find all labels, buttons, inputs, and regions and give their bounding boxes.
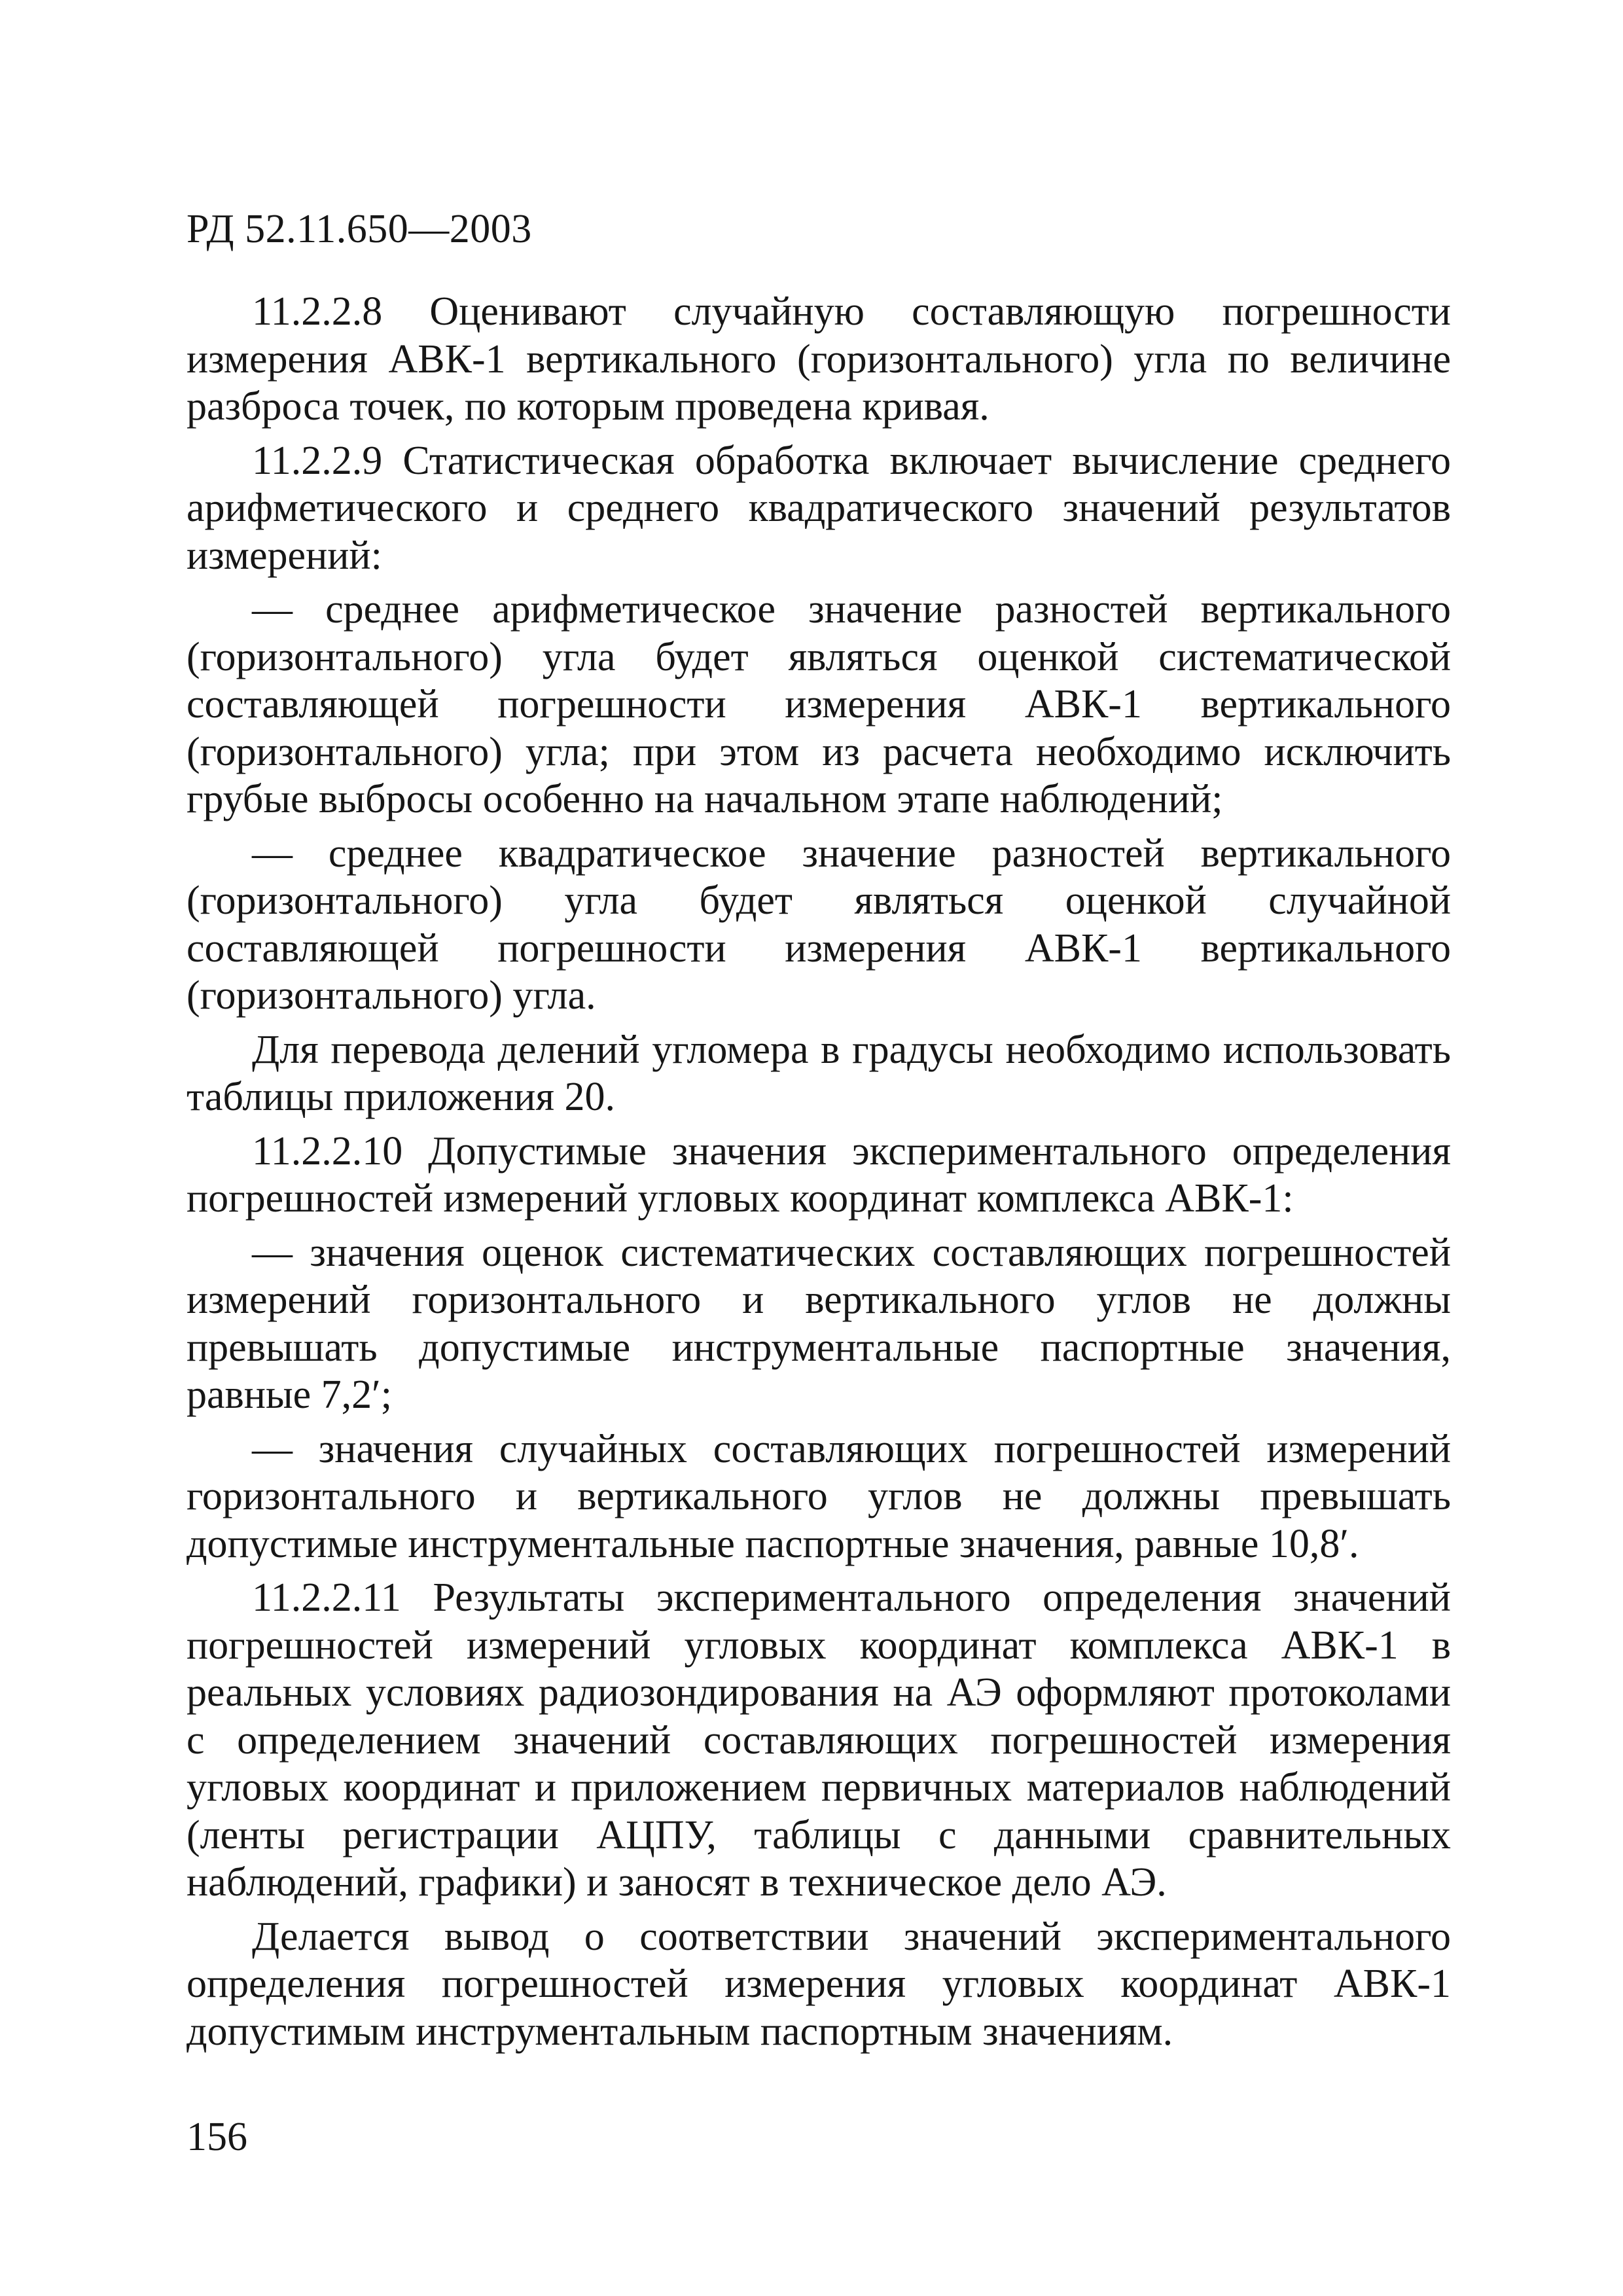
list-item-rms-value: — среднее квадратическое значение разностей вертикального (горизонтального) угла будет являться оценкой случайной составляющей погрешности измерения АВК-1 вертикального (горизонтального) угла. — [187, 831, 1451, 1018]
document-body — [187, 288, 1451, 2062]
paragraph-conclusion: Делается вывод о соответствии значений экспериментального определения погрешностей измерения угловых координат АВК-1 допустимым инструментальным паспортным значениям. — [187, 1914, 1451, 2054]
paragraph-conversion-note: Для перевода делений угломера в градусы необходимо использовать таблицы приложения 20. — [187, 1027, 1451, 1119]
page-number: 156 — [187, 2115, 247, 2159]
paragraph-11-2-2-9: 11.2.2.9 Статистическая обработка включает вычисление среднего арифметического и среднего квадратического значений результатов измерений: — [187, 438, 1451, 578]
paragraph-11-2-2-10: 11.2.2.10 Допустимые значения экспериментального определения погрешностей измерений угловых координат комплекса АВК-1: — [187, 1128, 1451, 1221]
paragraph-11-2-2-8: 11.2.2.8 Оценивают случайную составляющую погрешности измерения АВК-1 вертикального (горизонтального) угла по величине разброса точек, по которым проведена кривая. — [187, 289, 1451, 429]
document-header: РД 52.11.650—2003 — [187, 207, 532, 251]
list-item-random-limit: — значения случайных составляющих погрешностей измерений горизонтального и вертикального углов не должны превышать допустимые инструментальные паспортные значения, равные 10,8′. — [187, 1426, 1451, 1566]
list-item-mean-value: — среднее арифметическое значение разностей вертикального (горизонтального) угла будет являться оценкой систематической составляющей погрешности измерения АВК-1 вертикального (горизонтального) угла; при этом из расчета необходимо исключить грубые выбросы особенно на начальном этапе наблюдений; — [187, 587, 1451, 821]
list-item-systematic-limit: — значения оценок систематических составляющих погрешностей измерений горизонтального и вертикального углов не должны превышать допустимые инструментальные паспортные значения, равные 7,2′; — [187, 1230, 1451, 1417]
paragraph-11-2-2-11: 11.2.2.11 Результаты экспериментального определения значений погрешностей измерений угловых координат комплекса АВК-1 в реальных условиях радиозондирования на АЭ оформляют протоколами с определением значений составляющих погрешностей измерения угловых координат и приложением первичных материалов наблюдений (ленты регистрации АЦПУ, таблицы с данными сравнительных наблюдений, графики) и заносят в техническое дело АЭ. — [187, 1575, 1451, 1905]
